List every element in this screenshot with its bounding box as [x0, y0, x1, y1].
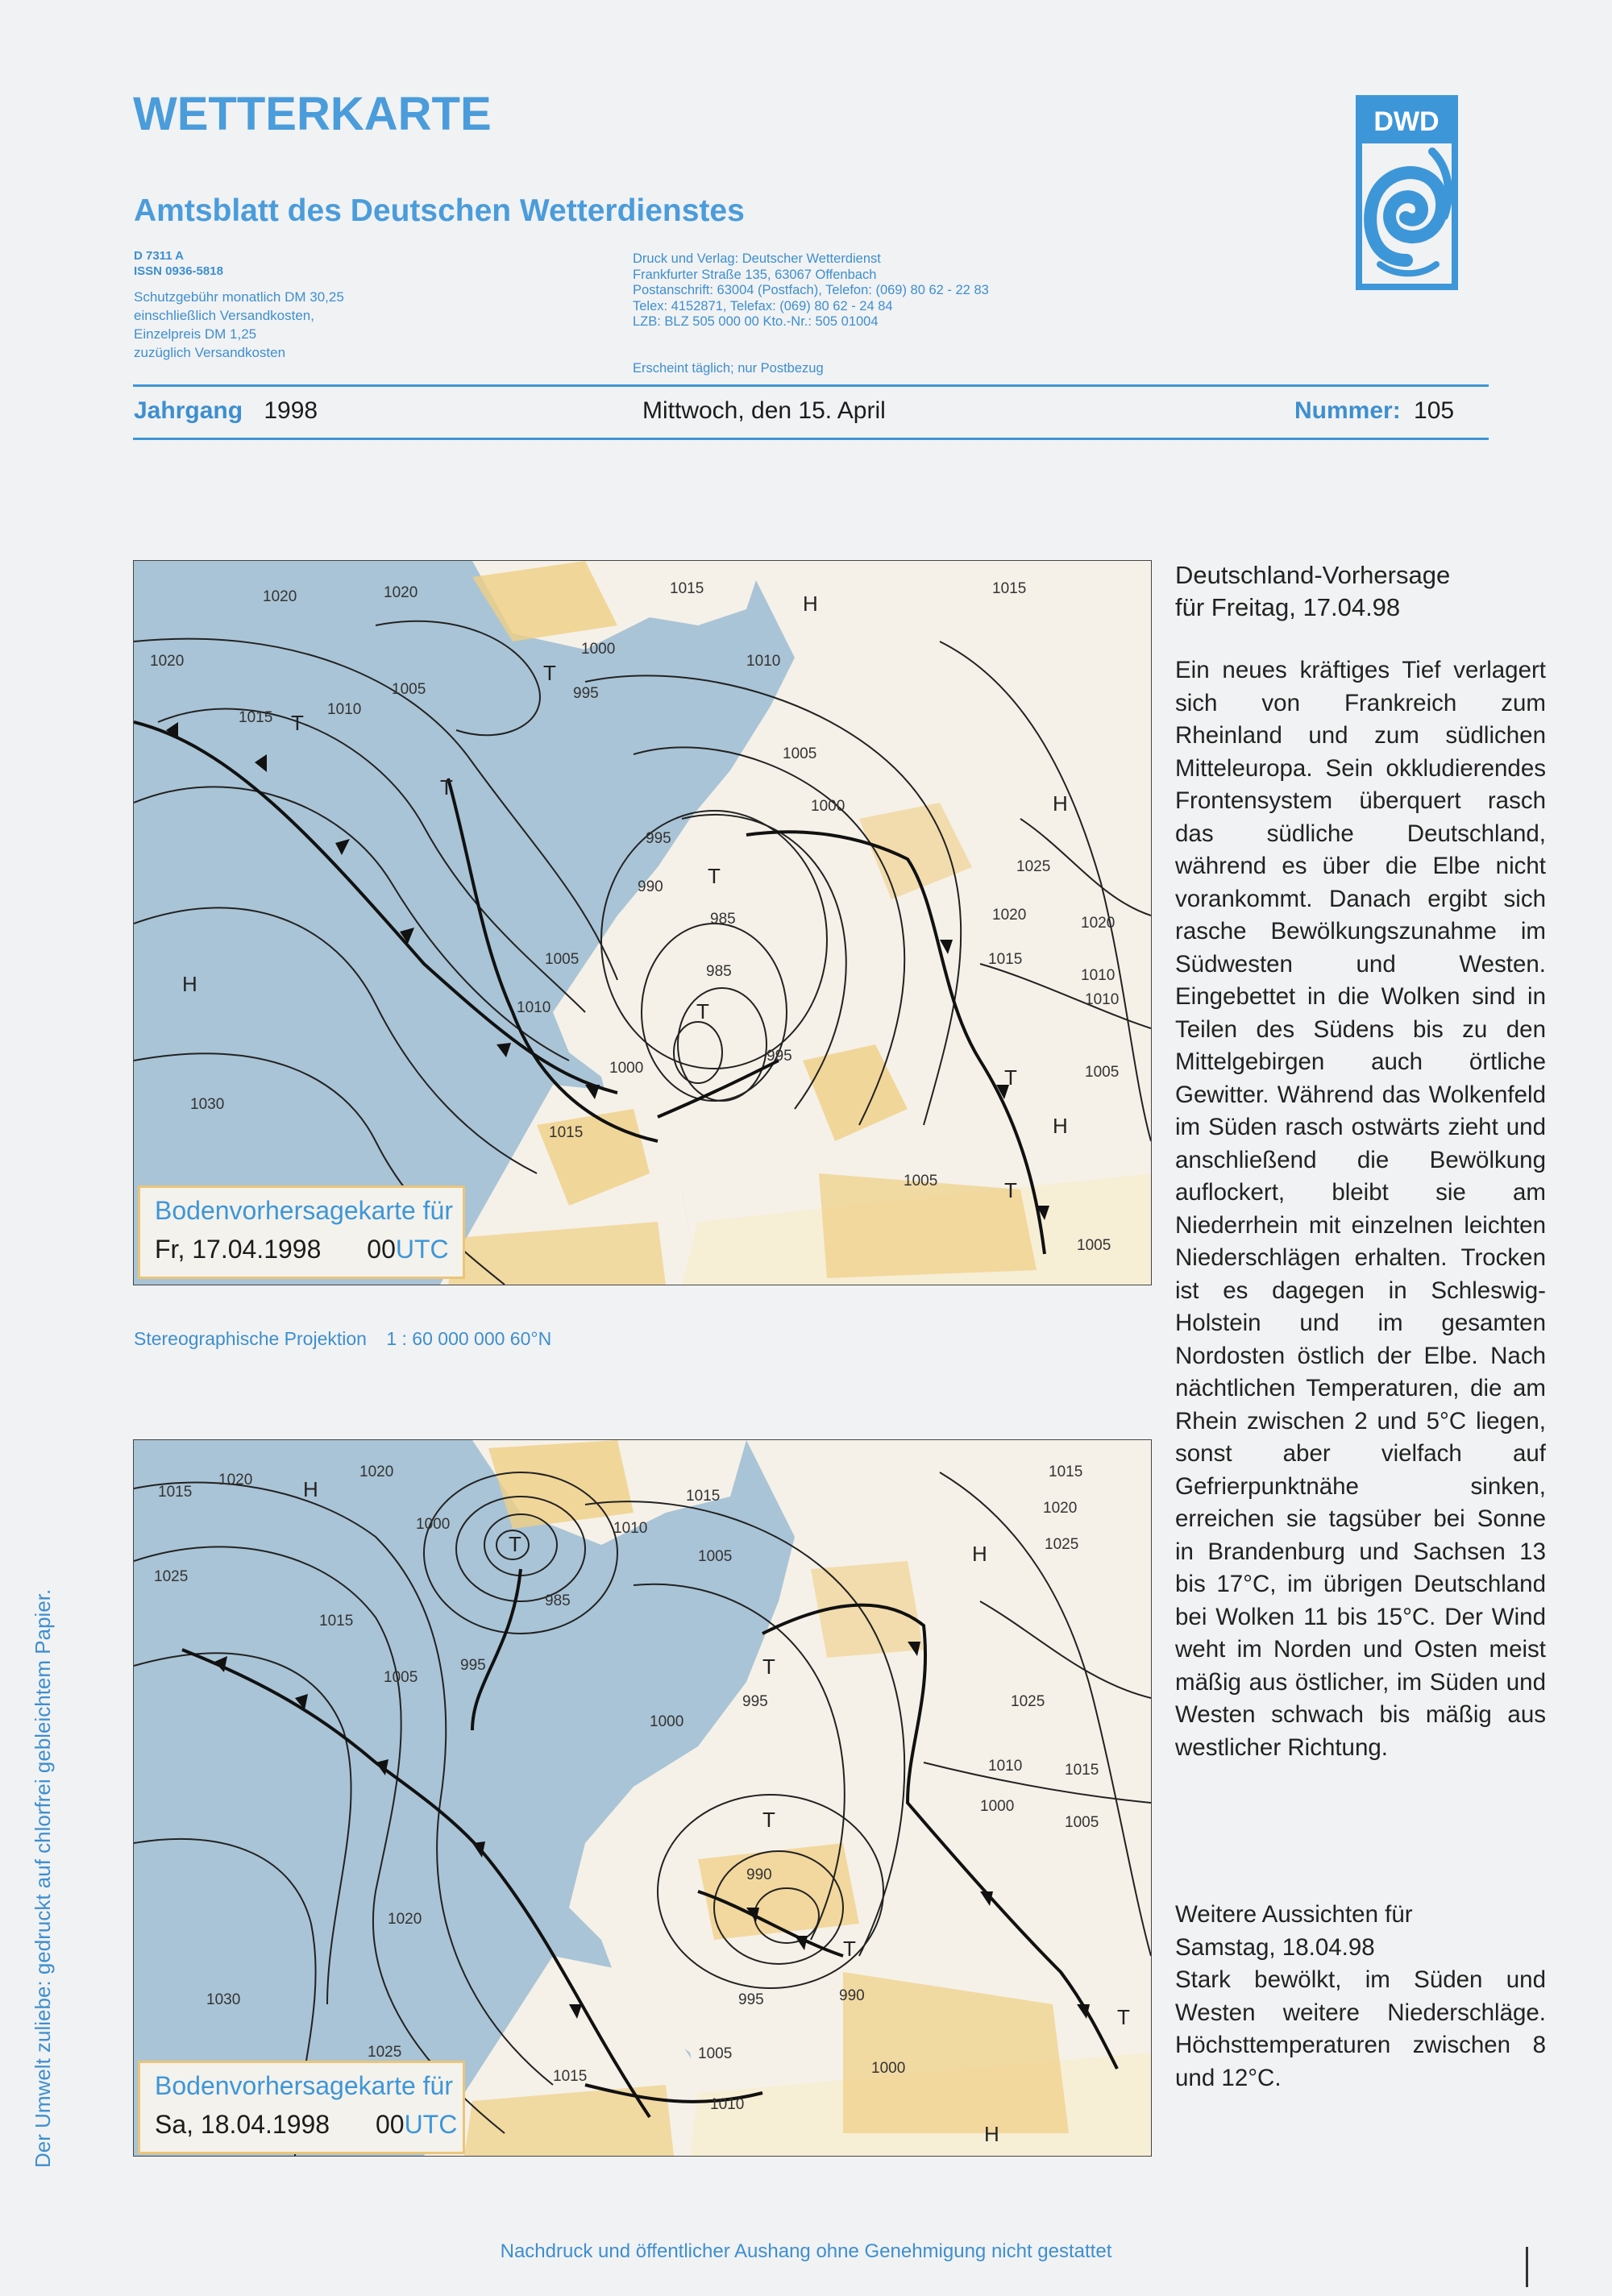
isobar-label: 1015 [239, 709, 273, 726]
forecast-heading-line: für Freitag, 17.04.98 [1175, 593, 1401, 621]
reprint-notice: Nachdruck und öffentlicher Aushang ohne Genehmigung nicht gestattet [500, 2240, 1112, 2262]
publisher-line: LZB: BLZ 505 000 00 Kto.-Nr.: 505 01004 [633, 314, 879, 329]
isobar-label: 1015 [686, 1488, 721, 1505]
isobar-label: 1020 [263, 588, 297, 605]
pressure-center: T [762, 1808, 775, 1832]
year-field [134, 397, 318, 430]
isobar-label: 1015 [988, 951, 1023, 968]
year-value: 1998 [264, 397, 318, 424]
map-caption-date: Sa, 18.04.1998 [155, 2110, 330, 2139]
projection-scale: 1 : 60 000 000 60°N [386, 1328, 552, 1349]
isobar-label: 1015 [553, 2068, 588, 2085]
isobar-label: 1010 [988, 1758, 1023, 1775]
pressure-center: T [509, 1532, 521, 1556]
publication-frequency: Erscheint täglich; nur Postbezug [633, 361, 824, 376]
isobar-label: 1015 [549, 1124, 584, 1141]
isobar-label: 1020 [384, 584, 418, 601]
dwd-logo-text: DWD [1373, 106, 1440, 137]
pressure-center: H [303, 1477, 318, 1501]
map-caption-utc: UTC [404, 2110, 458, 2139]
pressure-center: H [182, 972, 197, 996]
isobar-label: 1025 [1011, 1693, 1045, 1710]
fee-line: einschließlich Versandkosten, [134, 308, 314, 323]
projection-note [134, 1328, 551, 1350]
isobar-label: 1000 [980, 1798, 1015, 1815]
isobar-label: 1010 [710, 2096, 745, 2113]
isobar-label: 1015 [319, 1613, 354, 1630]
map-1-drawing [134, 561, 1151, 1285]
isobar-label: 1020 [359, 1464, 394, 1480]
pressure-center: H [803, 592, 818, 616]
publisher-line: Postanschrift: 63004 (Postfach), Telefon: (069) 80 62 - 22 83 [633, 283, 989, 297]
pressure-center: T [762, 1655, 775, 1679]
isobar-label: 1010 [517, 999, 551, 1016]
pressure-center: T [843, 1937, 856, 1961]
isobar-label: 1000 [811, 798, 845, 815]
issue-number-field [1294, 397, 1454, 430]
pressure-center: H [972, 1542, 987, 1566]
isobar-label: 995 [738, 1991, 764, 2008]
map-caption-title: Bodenvorhersagekarte für [155, 2071, 453, 2100]
fee-line: Schutzgebühr monatlich DM 30,25 [134, 289, 344, 305]
isobar-label: 1015 [670, 580, 704, 597]
pressure-center: T [1117, 2005, 1130, 2029]
year-label: Jahrgang [134, 397, 243, 424]
isobar-label: 1015 [1049, 1464, 1083, 1480]
map-caption-utc: UTC [395, 1235, 449, 1264]
forecast-body: Ein neues kräftiges Tief verlagert sich von Frankreich zum Rheinland und zum südlichen Mitteleuropa. Sein okkludierendes Frontensystem überquert rasch das südliche Deutschland, während es über die Elbe nicht vorankommt. Danach ergibt sich rasche Bewölkungszunahme im Südwesten und Westen. Eingebettet in die Wolken sind in Teilen des Südens bis zu den Mittelgebirgen auch örtliche Gewitter. Während das Wolkenfeld im Süden rasch ostwärts zieht und anschließend die Bewölkung auflockert, bleibt sie am Niederrhein mit einzelnen leichten Niederschlägen erhalten. Trocken ist es dagegen in Schleswig-Holstein und im gesamten Nordosten östlich der Elbe. Nach nächtlichen Temperaturen, die am Rhein zwischen 2 und 5°C liegen, sonst aber vielfach auf Gefrierpunktnähe sinken, erreichen sie tagsüber bei Sonne in Brandenburg und Sachsen 13 bis 17°C, im übrigen Deutschland bei Wolken 11 bis 15°C. Der Wind weht im Norden und Osten meist mäßig aus östlicher, im Süden und Westen schwach bis mäßig aus westlicher Richtung. [1175, 657, 1546, 1761]
isobar-label: 995 [460, 1657, 486, 1674]
isobar-label: 1005 [783, 745, 817, 762]
isobar-label: 1000 [609, 1060, 644, 1077]
pressure-center: T [543, 661, 556, 685]
isobar-label: 985 [710, 911, 736, 928]
isobar-label: 1020 [1043, 1500, 1078, 1517]
map-caption-date: Fr, 17.04.1998 [155, 1235, 322, 1264]
isobar-label: 1010 [1085, 991, 1120, 1008]
outlook-body: Stark bewölkt, im Süden und Westen weitere Niederschläge. Höchsttemperaturen zwischen 8 und 12°C. [1175, 1966, 1546, 2091]
map-2-caption [138, 2061, 465, 2154]
forecast-heading [1175, 559, 1450, 624]
isobar-label: 990 [638, 878, 663, 895]
isobar-label: 1010 [746, 653, 781, 670]
issue-date: Mittwoch, den 15. April [642, 397, 886, 424]
isobar-label: 1000 [650, 1713, 684, 1730]
isobar-label: 990 [746, 1866, 772, 1883]
pressure-center: H [984, 2122, 999, 2146]
number-value: 105 [1414, 397, 1455, 424]
forecast-map-saturday [133, 1439, 1152, 2157]
isobar-label: 985 [545, 1592, 571, 1609]
publisher-block [633, 251, 989, 330]
isobar-label: 1005 [1085, 1064, 1120, 1081]
isobar-label: 1005 [545, 951, 580, 968]
isobar-label: 1010 [327, 701, 362, 718]
isobar-label: 1000 [871, 2060, 906, 2077]
outlook-heading-line: Weitere Aussichten für [1175, 1901, 1413, 1928]
isobar-label: 1005 [698, 2045, 733, 2062]
identifier-block [134, 248, 223, 279]
projection-text: Stereographische Projektion [134, 1328, 367, 1349]
map-caption-datetime [155, 2110, 457, 2140]
forecast-heading-line: Deutschland-Vorhersage [1175, 561, 1451, 589]
isobar-label: 1015 [158, 1484, 193, 1501]
isobar-label: 1020 [150, 653, 185, 670]
isobar-label: 1005 [384, 1669, 418, 1686]
forecast-map-friday [133, 560, 1152, 1285]
map-caption-datetime [155, 1235, 449, 1264]
map-caption-time: 00 [375, 2110, 405, 2139]
number-label: Nummer: [1294, 397, 1401, 424]
pressure-center: H [1053, 791, 1068, 816]
isobar-label: 1015 [992, 580, 1027, 597]
outlook-heading [1175, 1899, 1413, 1964]
recycled-paper-note: Der Umwelt zuliebe: gedruckt auf chlorfrei gebleichtem Papier. [31, 1588, 55, 2168]
isobar-label: 995 [767, 1048, 792, 1065]
pressure-center: T [291, 711, 304, 735]
isobar-label: 1000 [581, 641, 616, 658]
pressure-center: T [1004, 1178, 1017, 1202]
dwd-logo [1356, 95, 1458, 290]
isobar-label: 1005 [1077, 1237, 1111, 1254]
outlook-heading-line: Samstag, 18.04.98 [1175, 1933, 1375, 1961]
isobar-label: 1020 [1081, 915, 1116, 932]
publication-code: D 7311 A [134, 249, 184, 263]
isobar-label: 1005 [392, 681, 426, 698]
isobar-label: 1005 [904, 1173, 938, 1190]
header-rule-bottom [133, 438, 1489, 440]
newspaper-title: WETTERKARTE [133, 88, 492, 140]
pressure-center: T [440, 775, 453, 799]
isobar-label: 1005 [698, 1548, 733, 1565]
fee-block [134, 288, 344, 362]
publisher-line: Druck und Verlag: Deutscher Wetterdienst [633, 251, 881, 266]
map-1-caption [138, 1185, 465, 1279]
isobar-label: 1000 [416, 1516, 451, 1533]
isobar-label: 1010 [1081, 967, 1116, 984]
isobar-label: 1025 [368, 2044, 402, 2061]
isobar-label: 990 [839, 1987, 865, 2004]
isobar-label: 1020 [388, 1911, 422, 1928]
isobar-label: 1030 [190, 1096, 225, 1113]
map-2-drawing [134, 1440, 1151, 2156]
isobar-label: 995 [573, 685, 599, 702]
fee-line: zuzüglich Versandkosten [134, 345, 286, 360]
header-rule-top [133, 384, 1489, 387]
margin-mark [1526, 2247, 1528, 2287]
isobar-label: 1010 [613, 1520, 648, 1537]
isobar-label: 985 [706, 963, 732, 980]
pressure-center: T [708, 864, 721, 888]
isobar-label: 1025 [1045, 1536, 1079, 1553]
isobar-label: 1020 [992, 907, 1027, 924]
issn: ISSN 0936-5818 [134, 264, 223, 278]
isobar-label: 1025 [154, 1568, 189, 1585]
isobar-label: 995 [646, 830, 671, 847]
isobar-label: 995 [742, 1693, 768, 1710]
isobar-label: 1030 [206, 1991, 241, 2008]
isobar-label: 1015 [1065, 1762, 1099, 1779]
newspaper-subtitle: Amtsblatt des Deutschen Wetterdienstes [134, 193, 745, 228]
fee-line: Einzelpreis DM 1,25 [134, 326, 257, 342]
publisher-line: Frankfurter Straße 135, 63067 Offenbach [633, 267, 877, 282]
pressure-center: T [696, 999, 709, 1023]
isobar-label: 1005 [1065, 1814, 1099, 1831]
isobar-label: 1025 [1016, 858, 1051, 875]
map-caption-title: Bodenvorhersagekarte für [155, 1196, 453, 1225]
isobar-label: 1020 [218, 1472, 253, 1488]
pressure-center: T [1004, 1065, 1017, 1090]
publisher-line: Telex: 4152871, Telefax: (069) 80 62 - 24 84 [633, 298, 893, 313]
pressure-center: H [1053, 1114, 1068, 1138]
map-caption-time: 00 [367, 1235, 396, 1264]
